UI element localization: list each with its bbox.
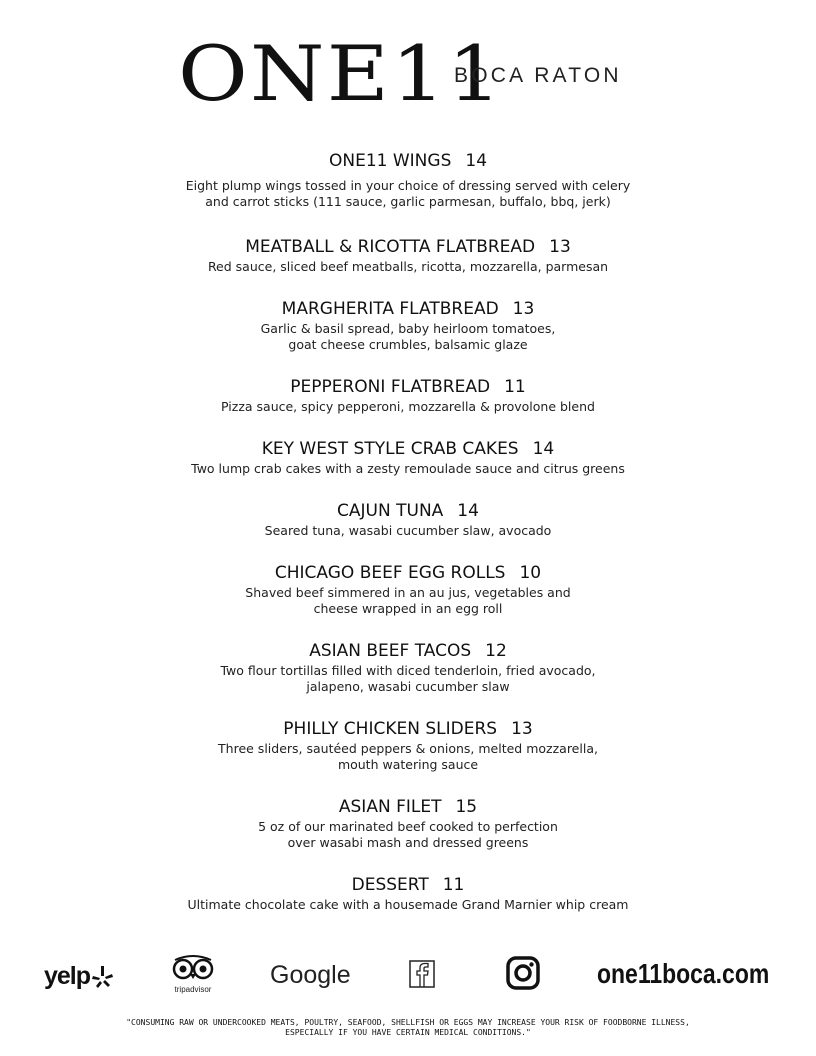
menu-item-name: KEY WEST STYLE CRAB CAKES bbox=[261, 439, 519, 459]
menu-item-philly-sliders bbox=[0, 718, 816, 773]
yelp-icon bbox=[92, 965, 114, 989]
menu-item-egg-rolls bbox=[0, 562, 816, 617]
menu-item-title bbox=[0, 500, 816, 522]
menu-item-cajun-tuna bbox=[0, 500, 816, 539]
yelp-link[interactable] bbox=[44, 962, 114, 991]
menu-item-title bbox=[0, 376, 816, 398]
menu-item-title bbox=[0, 796, 816, 818]
food-safety-disclaimer: "CONSUMING RAW OR UNDERCOOKED MEATS, POULTRY, SEAFOOD, SHELLFISH OR EGGS MAY INCREASE YOUR RISK OF FOODBORNE ILLNESS, ESPECIALLY IF YOU HAVE CERTAIN MEDICAL CONDITIONS." bbox=[126, 1018, 690, 1037]
menu-item-description: Seared tuna, wasabi cucumber slaw, avocado bbox=[264, 523, 552, 538]
menu-item-description: Eight plump wings tossed in your choice of dressing served with celery and carrot sticks (111 sauce, garlic parmesan, buffalo, bbq, jerk) bbox=[185, 178, 631, 209]
menu-item-title bbox=[0, 438, 816, 460]
google-logo[interactable]: Google bbox=[270, 961, 351, 989]
yelp-wordmark: yelp bbox=[44, 962, 91, 990]
menu-item-price: 11 bbox=[442, 875, 465, 895]
menu-item-dessert bbox=[0, 874, 816, 913]
menu-item-title bbox=[0, 150, 816, 172]
tripadvisor-icon bbox=[171, 954, 215, 980]
menu-item-price: 13 bbox=[511, 719, 533, 739]
menu-item-price: 13 bbox=[549, 237, 571, 257]
menu-item-crab-cakes bbox=[0, 438, 816, 477]
menu-item-price: 14 bbox=[465, 151, 488, 171]
brand-logo: ONE11 bbox=[178, 29, 504, 118]
menu-item-price: 12 bbox=[485, 641, 507, 661]
menu-item-price: 13 bbox=[512, 299, 535, 319]
menu-item-name: PHILLY CHICKEN SLIDERS bbox=[283, 719, 498, 739]
social-links bbox=[0, 950, 816, 1000]
menu-item-name: ASIAN FILET bbox=[338, 797, 442, 817]
brand-location: BOCA RATON bbox=[454, 64, 622, 87]
menu-item-title bbox=[0, 640, 816, 662]
instagram-link[interactable] bbox=[506, 956, 540, 994]
menu-item-price: 10 bbox=[519, 563, 542, 583]
facebook-icon bbox=[409, 960, 435, 988]
menu-item-description: Two lump crab cakes with a zesty remoulade sauce and citrus greens bbox=[191, 461, 625, 476]
menu-item-description: Shaved beef simmered in an au jus, vegetables and cheese wrapped in an egg roll bbox=[245, 585, 571, 616]
menu-item-title bbox=[0, 236, 816, 258]
instagram-icon bbox=[506, 956, 540, 990]
menu-item-title bbox=[0, 874, 816, 896]
tripadvisor-link[interactable] bbox=[168, 954, 218, 994]
menu-item-margherita-flatbread bbox=[0, 298, 816, 353]
menu-item-title bbox=[0, 298, 816, 320]
menu-item-price: 15 bbox=[455, 797, 478, 817]
menu-item-name: MEATBALL & RICOTTA FLATBREAD bbox=[245, 237, 536, 257]
menu-item-description: Three sliders, sautéed peppers & onions, melted mozzarella, mouth watering sauce bbox=[218, 741, 598, 772]
menu-item-title bbox=[0, 718, 816, 740]
menu-item-description: 5 oz of our marinated beef cooked to perfection over wasabi mash and dressed greens bbox=[258, 819, 558, 850]
menu-item-asian-beef-tacos bbox=[0, 640, 816, 695]
menu-item-description: Pizza sauce, spicy pepperoni, mozzarella & provolone blend bbox=[221, 399, 595, 414]
tripadvisor-wordmark: tripadvisor bbox=[174, 985, 212, 994]
menu-item-title bbox=[0, 562, 816, 584]
menu-item-name: MARGHERITA FLATBREAD bbox=[281, 299, 499, 319]
menu-item-name: DESSERT bbox=[351, 875, 429, 895]
menu-item-description: Ultimate chocolate cake with a housemade Grand Marnier whip cream bbox=[187, 897, 629, 912]
menu-item-name: ONE11 WINGS bbox=[328, 151, 452, 171]
menu-item-description: Two flour tortillas filled with diced tenderloin, fried avocado, jalapeno, wasabi cucumber slaw bbox=[220, 663, 596, 694]
facebook-link[interactable] bbox=[409, 960, 435, 992]
menu-item-price: 11 bbox=[504, 377, 526, 397]
menu-item-description: Red sauce, sliced beef meatballs, ricotta, mozzarella, parmesan bbox=[207, 259, 609, 274]
menu-item-price: 14 bbox=[532, 439, 555, 459]
menu-header bbox=[0, 29, 816, 118]
menu-item-description: Garlic & basil spread, baby heirloom tomatoes, goat cheese crumbles, balsamic glaze bbox=[260, 321, 556, 352]
menu-item-name: CAJUN TUNA bbox=[337, 501, 444, 521]
menu-item-one11-wings bbox=[0, 150, 816, 210]
menu-item-name: ASIAN BEEF TACOS bbox=[309, 641, 472, 661]
menu-item-name: PEPPERONI FLATBREAD bbox=[290, 377, 491, 397]
menu-item-meatball-flatbread bbox=[0, 236, 816, 275]
menu-item-asian-filet bbox=[0, 796, 816, 851]
menu-item-name: CHICAGO BEEF EGG ROLLS bbox=[274, 563, 506, 583]
menu-item-price: 14 bbox=[457, 501, 479, 521]
menu-item-pepperoni-flatbread bbox=[0, 376, 816, 415]
website-link[interactable]: one11boca.com bbox=[597, 958, 770, 989]
